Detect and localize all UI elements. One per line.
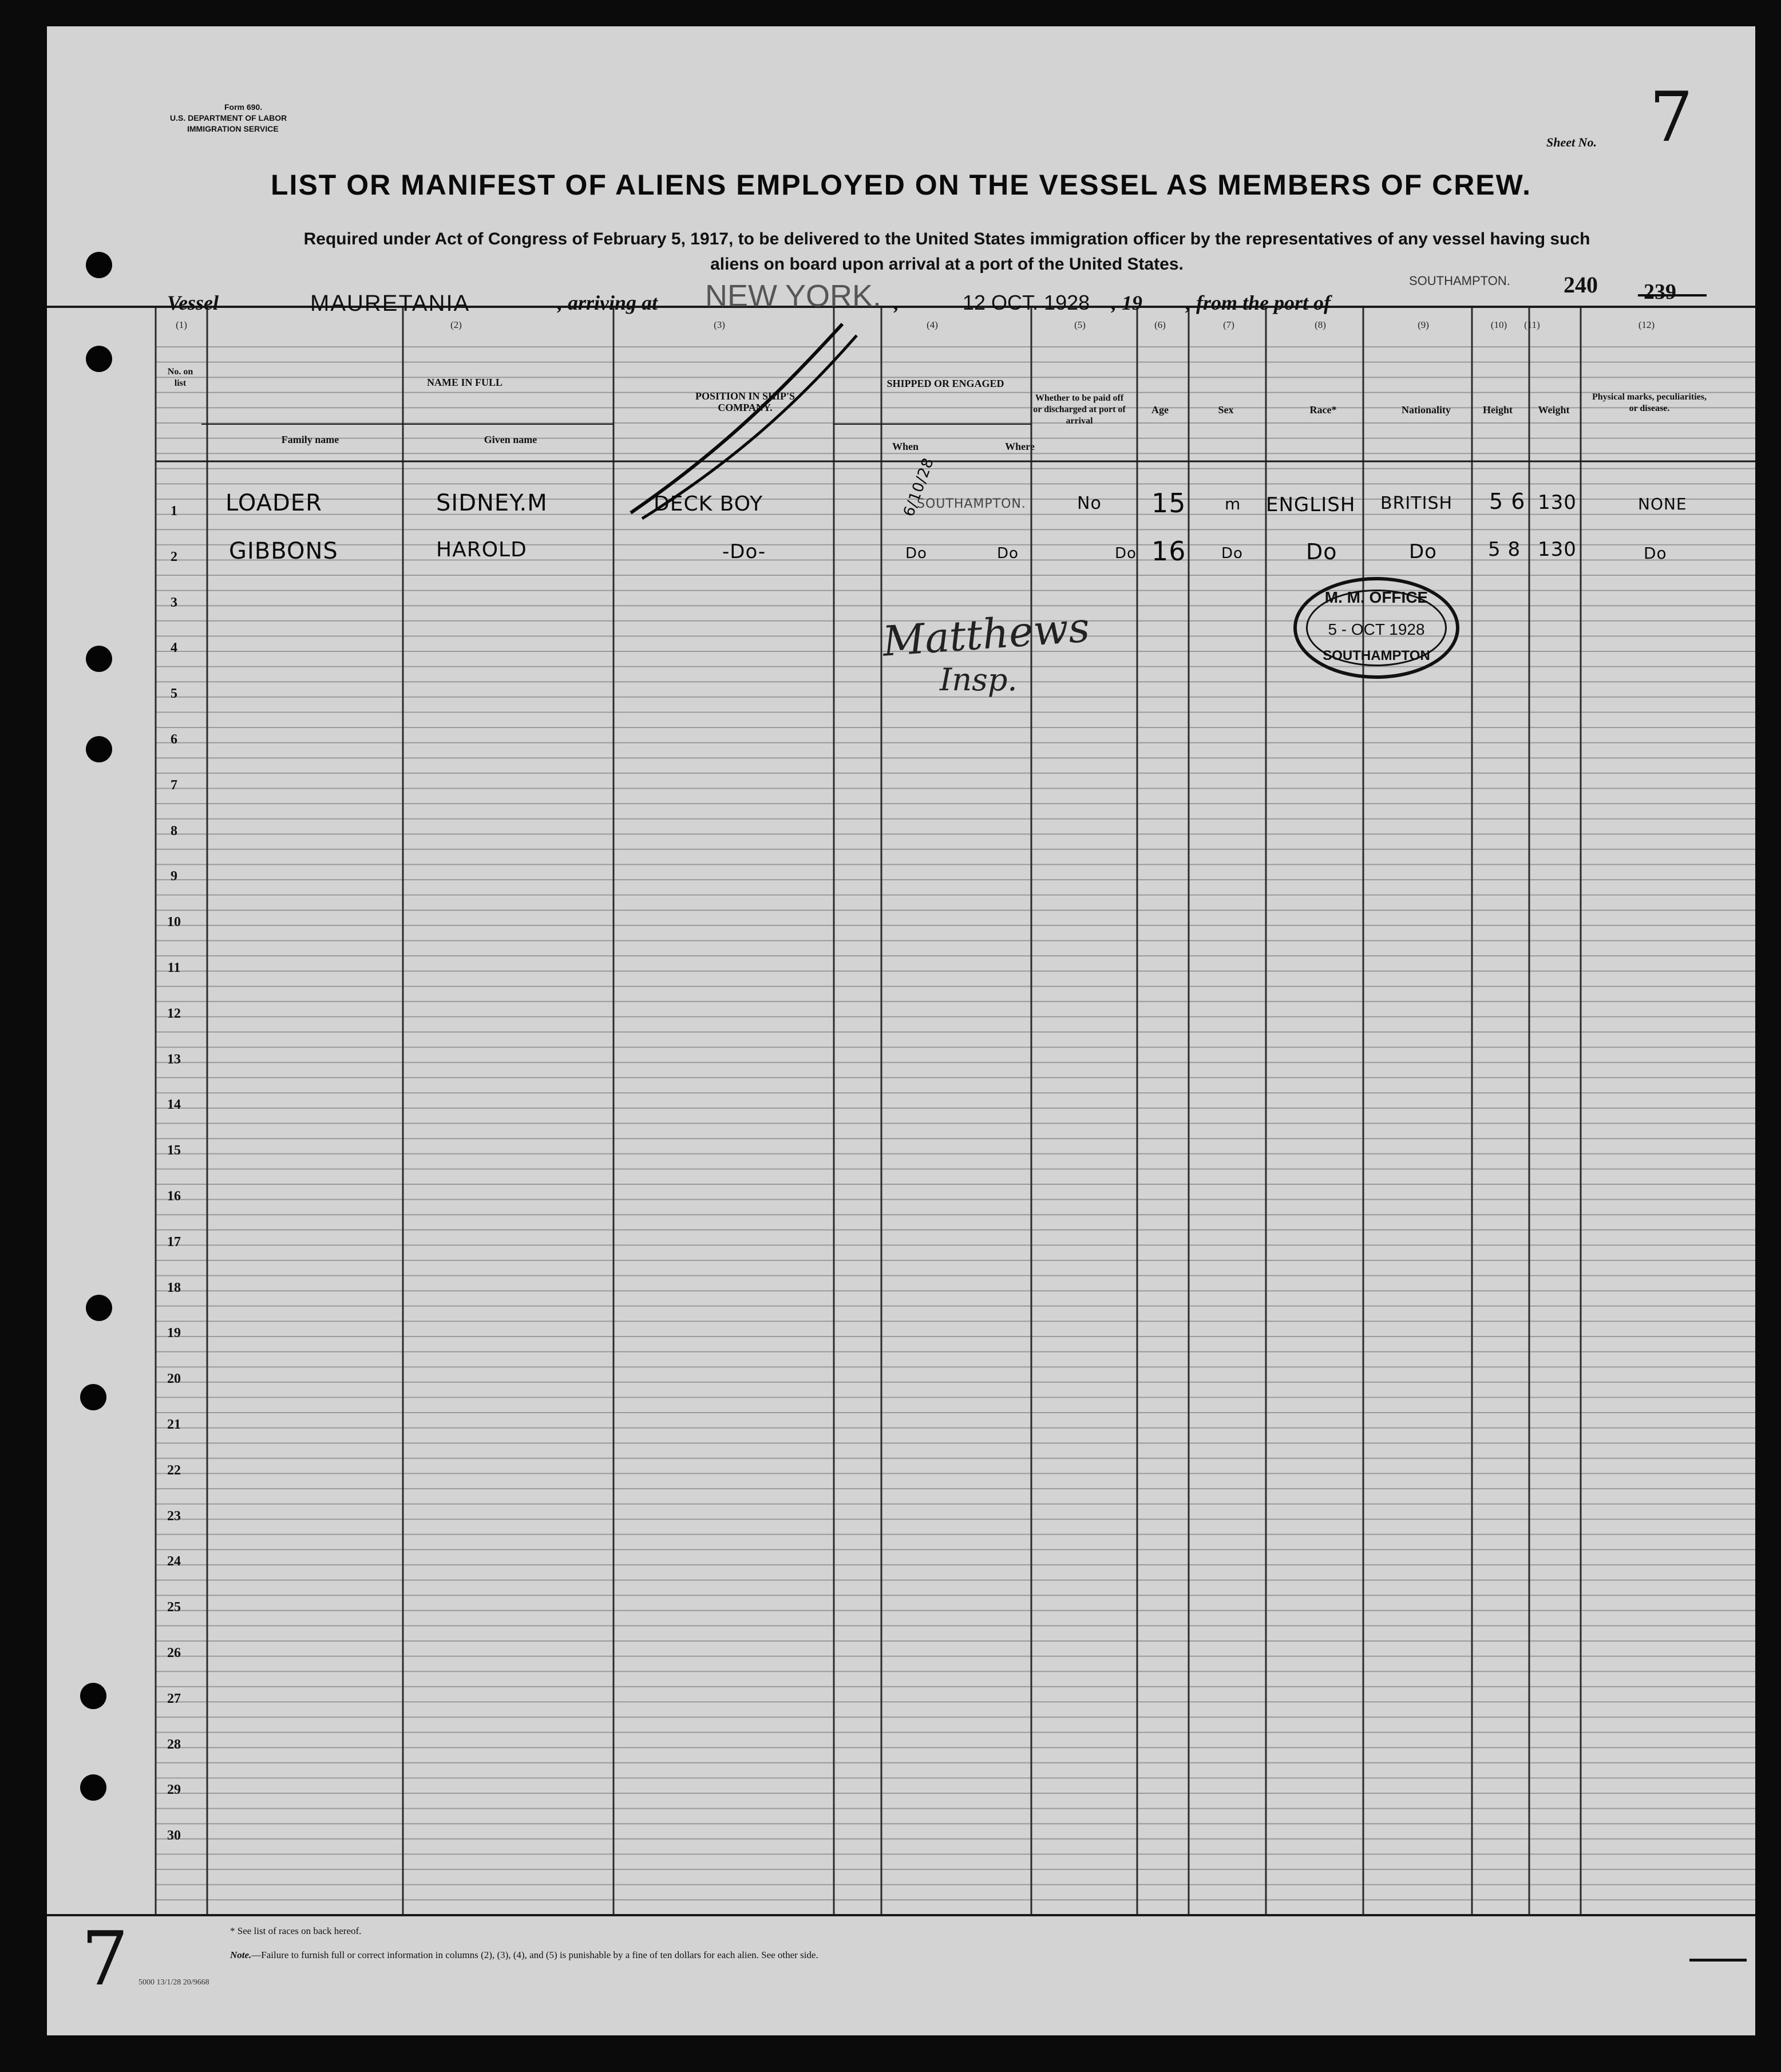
- row-number: 25: [167, 1600, 181, 1615]
- vessel-name: MAURETANIA: [310, 291, 470, 316]
- entry-1-weight: 130: [1538, 491, 1577, 514]
- row-number: 17: [167, 1234, 181, 1249]
- entry-2-height: 5 8: [1488, 538, 1521, 561]
- arriving-port: NEW YORK.: [705, 279, 882, 313]
- entry-2-given-name: HAROLD: [436, 538, 527, 562]
- print-code: 5000 13/1/28 20/9668: [138, 1978, 209, 1987]
- entry-2-sex: Do: [1221, 545, 1243, 562]
- office-stamp: [1293, 577, 1459, 679]
- col-num-5: (5): [1074, 319, 1086, 330]
- entry-2-weight: 130: [1538, 538, 1577, 561]
- form-number: Form 690.: [224, 102, 263, 112]
- col-num-9: (9): [1418, 319, 1429, 330]
- col-num-2: (2): [450, 319, 462, 330]
- manifest-sheet: [47, 26, 1755, 2035]
- punch-hole: [86, 736, 112, 762]
- row-number: 5: [171, 686, 177, 702]
- col-num-7: (7): [1223, 319, 1234, 330]
- entry-2-where: Do: [997, 545, 1019, 562]
- arriving-label: , arriving at: [557, 291, 658, 314]
- arrival-date: 12 OCT. 1928: [963, 291, 1090, 314]
- col-header-age: Age: [1151, 404, 1169, 416]
- entry-1-when: 6/10/28: [900, 455, 938, 519]
- page-number-old: 239: [1644, 280, 1676, 304]
- col-num-1: (1): [176, 319, 187, 330]
- col-num-11: (11): [1524, 319, 1540, 330]
- row-number: 19: [167, 1326, 181, 1341]
- col-num-10: (10): [1490, 319, 1507, 330]
- row-number: 10: [167, 915, 181, 930]
- row-number: 21: [167, 1417, 181, 1432]
- corner-mark: 7: [81, 1915, 129, 2002]
- col-header-race: Race*: [1309, 404, 1337, 416]
- entry-1-physical-marks: NONE: [1638, 495, 1687, 513]
- row-number: 18: [167, 1280, 181, 1295]
- row-number: 20: [167, 1371, 181, 1387]
- entry-1-nationality: BRITISH: [1380, 493, 1453, 513]
- from-port: SOUTHAMPTON.: [1409, 274, 1510, 288]
- stamp-date: 5 - OCT 1928: [1328, 620, 1425, 638]
- comma-separator: ,: [894, 291, 899, 314]
- row-number: 8: [171, 823, 177, 839]
- form-header: [170, 102, 287, 135]
- entry-1-given-name: SIDNEY.M: [436, 490, 548, 516]
- subtitle-line-2: aliens on board upon arrival at a port of the United States.: [710, 255, 1184, 274]
- col-header-no-on-list: No. on list: [167, 367, 193, 388]
- entry-1-height: 5 6: [1489, 489, 1526, 514]
- punch-hole: [80, 1683, 106, 1709]
- service-name: IMMIGRATION SERVICE: [187, 124, 279, 133]
- col-num-12: (12): [1638, 319, 1655, 330]
- row-number: 14: [167, 1097, 181, 1113]
- col-num-3: (3): [714, 319, 725, 330]
- row-number: 15: [167, 1143, 181, 1158]
- row-number: 16: [167, 1189, 181, 1204]
- entry-2-race: Do: [1306, 539, 1337, 564]
- punch-hole: [86, 1295, 112, 1321]
- page-title: LIST OR MANIFEST OF ALIENS EMPLOYED ON THE VESSEL AS MEMBERS OF CREW.: [271, 169, 1531, 201]
- entry-2-nationality: Do: [1409, 540, 1437, 563]
- col-header-name-in-full: NAME IN FULL: [426, 377, 502, 388]
- row-number: 9: [171, 869, 177, 884]
- col-header-given-name: Given name: [484, 434, 537, 445]
- row-number: 11: [167, 960, 181, 975]
- punch-hole: [86, 646, 112, 672]
- footnote-note: [230, 1950, 818, 1961]
- punch-hole: [80, 1774, 106, 1801]
- footnote-note-label: Note.: [230, 1950, 252, 1960]
- col-header-shipped: SHIPPED OR ENGAGED: [886, 378, 1004, 389]
- col-header-position: POSITION IN SHIP'S COMPANY.: [695, 390, 795, 413]
- row-number: 27: [167, 1691, 181, 1706]
- entry-2-physical-marks: Do: [1644, 544, 1667, 563]
- inspector-title: Insp.: [940, 662, 1018, 698]
- col-header-sex: Sex: [1218, 404, 1234, 416]
- entry-1-age: 15: [1151, 488, 1186, 519]
- entry-1-where: SOUTHAMPTON.: [917, 497, 1026, 511]
- punch-hole: [80, 1384, 106, 1410]
- col-header-family-name: Family name: [281, 434, 339, 445]
- row-number: 30: [167, 1828, 181, 1844]
- col-header-where: Where: [1005, 441, 1035, 452]
- punch-hole: [86, 252, 112, 278]
- col-header-paid-off: Whether to be paid off or discharged at port of arrival: [1033, 393, 1126, 426]
- row-number: 6: [171, 732, 177, 747]
- col-header-when: When: [892, 441, 919, 452]
- col-num-8: (8): [1315, 319, 1326, 330]
- row-number: 23: [167, 1508, 181, 1524]
- row-number: 13: [167, 1051, 181, 1067]
- punch-hole: [86, 346, 112, 372]
- row-number: 26: [167, 1646, 181, 1660]
- sheet-number-handwritten: 7: [1649, 78, 1693, 157]
- department-name: U.S. DEPARTMENT OF LABOR: [170, 113, 287, 122]
- entry-1-paid-off: No: [1077, 493, 1102, 513]
- row-number: 2: [171, 549, 177, 564]
- entry-2-paid-off: Do: [1115, 545, 1137, 562]
- page-number-new: 240: [1564, 272, 1598, 298]
- col-num-4: (4): [927, 319, 938, 330]
- sheet-number-label: Sheet No.: [1546, 135, 1597, 149]
- vessel-label: Vessel: [167, 291, 219, 314]
- row-number: 1: [171, 504, 177, 519]
- entry-1-sex: m: [1225, 495, 1241, 513]
- stamp-bottom-text: SOUTHAMPTON: [1323, 648, 1430, 663]
- page-subtitle: [138, 227, 1755, 277]
- col-header-nationality: Nationality: [1401, 404, 1451, 416]
- subtitle-line-1: Required under Act of Congress of February 5, 1917, to be delivered to the United States immigration officer by the representatives of any vessel having such: [303, 230, 1590, 248]
- margin-dash-mark: [1689, 1959, 1747, 1962]
- inspector-signature: Matthews: [881, 603, 1091, 666]
- row-number: 7: [171, 777, 177, 793]
- entry-1-position: DECK BOY: [654, 492, 763, 516]
- col-header-height: Height: [1483, 404, 1513, 416]
- from-port-label: , from the port of: [1186, 291, 1331, 314]
- row-number: 22: [167, 1462, 181, 1478]
- row-number: 12: [167, 1006, 181, 1021]
- footnote-races: * See list of races on back hereof.: [230, 1925, 362, 1936]
- col-num-6: (6): [1154, 319, 1166, 330]
- col-header-physical-marks: Physical marks, peculiarities, or disease.: [1592, 392, 1707, 413]
- row-number: 28: [167, 1737, 181, 1752]
- entry-2-age: 16: [1151, 536, 1186, 567]
- entry-2-position: -Do-: [722, 540, 766, 563]
- entry-2-family-name: GIBBONS: [229, 538, 338, 564]
- stamp-top-text: M. M. OFFICE: [1324, 588, 1428, 606]
- row-number: 29: [167, 1782, 181, 1798]
- row-number: 3: [171, 595, 177, 610]
- year-label: , 19: [1111, 291, 1142, 314]
- row-number: 4: [171, 640, 177, 656]
- col-header-weight: Weight: [1538, 404, 1570, 416]
- entry-2-when: Do: [905, 545, 927, 562]
- footnote-note-text: —Failure to furnish full or correct information in columns (2), (3), (4), and (5) is punishable by a fine of ten dollars for each alien. See other side.: [251, 1950, 818, 1960]
- entry-1-race: ENGLISH: [1266, 493, 1356, 516]
- row-number: 24: [167, 1554, 181, 1569]
- entry-1-family-name: LOADER: [225, 490, 322, 516]
